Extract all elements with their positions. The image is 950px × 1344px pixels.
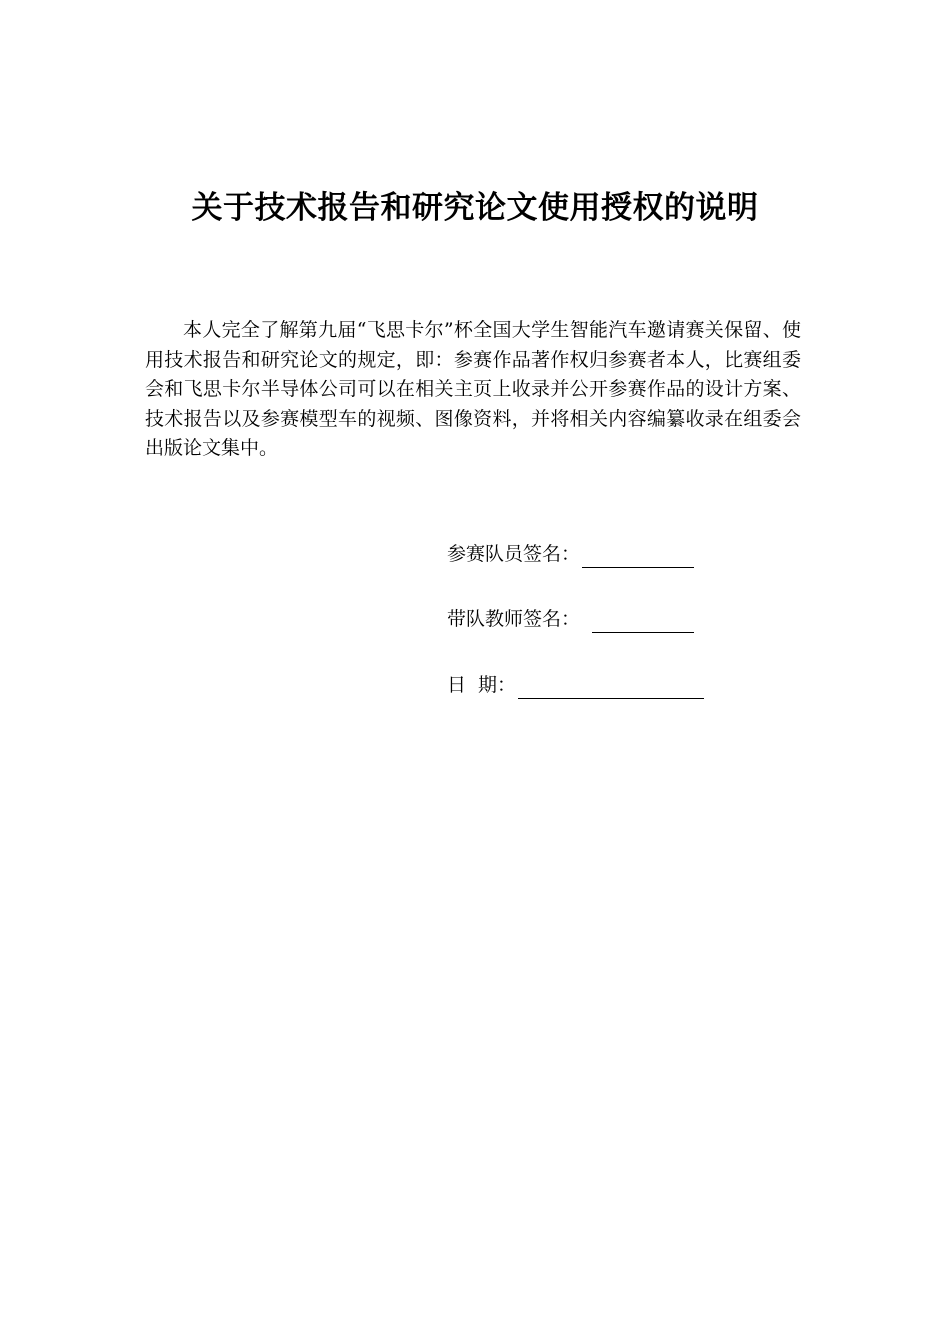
team-member-signature-row — [447, 540, 694, 568]
teacher-signature-line — [592, 612, 694, 633]
teacher-signature-label: 带队教师签名： — [447, 608, 581, 630]
date-label-first-char: 日 — [447, 674, 467, 696]
team-member-signature-label: 参赛队员签名： — [447, 543, 581, 565]
authorization-paragraph: 本人完全了解第九届“飞思卡尔”杯全国大学生智能汽车邀请赛关保留、使用技术报告和研究论文的规定，即：参赛作品著作权归参赛者本人，比赛组委会和飞思卡尔半导体公司可以在相关主页上收录并公开参赛作品的设计方案、技术报告以及参赛模型车的视频、图像资料，并将相关内容编纂收录在组委会出版论文集中。 — [145, 319, 801, 459]
date-row — [447, 671, 704, 699]
teacher-signature-row — [447, 605, 694, 633]
document-title: 关于技术报告和研究论文使用授权的说明 — [191, 190, 759, 226]
date-line — [518, 678, 704, 699]
date-label-rest: 期： — [478, 674, 517, 696]
team-member-signature-line — [582, 547, 694, 568]
